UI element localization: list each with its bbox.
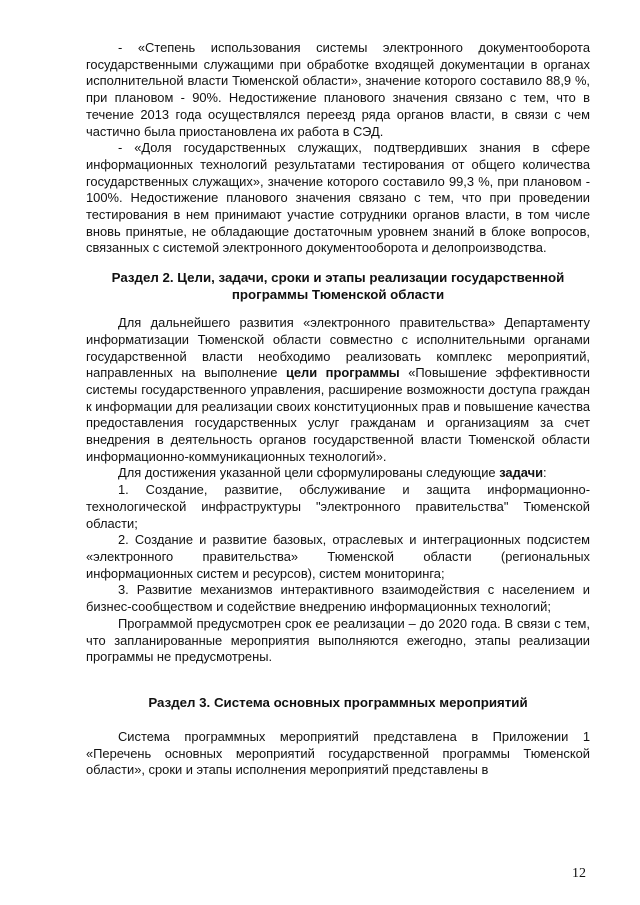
task-3: 3. Развитие механизмов интерактивного взаимодействия с населением и бизнес-сообществом и содействие внедрению информационных технологий; (86, 582, 590, 615)
intro-bullet-1: - «Степень использования системы электронного документооборота государственными служащими при обработке входящей документации в органах исполнительной власти Тюменской области», значение которого составило 88,9 %, при плановом - 90%. Недостижение планового значения связано с тем, что в течение 2013 года осуществлялся переезд ряда органов власти, в связи с чем частично была приостановлена их работа в СЭД. (86, 40, 590, 139)
goal-lead-text: Для дальнейшего развития «электронного правительства» Департаменту информатизации Тюменской области совместно с исполнительными органами государственной власти необходимо реализовать комплекс мероприятий, направленных на выполнение (86, 315, 590, 381)
task-2: 2. Создание и развитие базовых, отраслевых и интеграционных подсистем «электронного правительства» Тюменской области (региональных информационных систем и ресурсов), систем мониторинга; (86, 532, 590, 581)
goal-bold-term: цели программы (285, 365, 400, 381)
section-3-paragraph: Система программных мероприятий представлена в Приложении 1 «Перечень основных мероприятий государственной программы Тюменской области», сроки и этапы исполнения мероприятий представлены в (86, 728, 590, 778)
tasks-lead-paragraph (86, 465, 590, 482)
section-2-heading: Раздел 2. Цели, задачи, сроки и этапы реализации государственной программы Тюменской области (111, 270, 565, 303)
goal-rest-text: «Повышение эффективности системы государственного управления, расширение возможности доступа граждан к информации для реализации своих конституционных прав и повышение качества предоставления государственных услуг гражданам и организациям за счет внедрения в деятельность органов государственной власти Тюменской области информационно-коммуникационных технологий». (86, 365, 590, 464)
tasks-lead-text: Для достижения указанной цели сформулированы следующие (118, 465, 496, 481)
term-paragraph: Программой предусмотрен срок ее реализации – до 2020 года. В связи с тем, что запланированные мероприятия выполняются ежегодно, этапы реализации программы не предусмотрены. (86, 615, 590, 665)
intro-bullet-2: - «Доля государственных служащих, подтвердивших знания в сфере информационных технологий результатами тестирования от общего количества государственных служащих», значение которого составило 99,3 %, при плановом - 100%. Недостижение планового значения связано с тем, что при проведении тестирования в нем принимают участие сотрудники органов власти, в том числе вновь принятые, не обладающие достаточным уровнем знаний в блоке вопросов, связанных с системой электронного документооборота и делопроизводства. (86, 140, 590, 256)
section-3-heading: Раздел 3. Система основных программных мероприятий (148, 694, 528, 710)
document-page (86, 40, 590, 779)
section-2-goal-paragraph (86, 315, 590, 465)
page-number: 12 (572, 866, 586, 881)
tasks-colon: : (543, 465, 547, 481)
task-1: 1. Создание, развитие, обслуживание и защита информационно-технологической инфраструктуры "электронного правительства" Тюменской области; (86, 482, 590, 531)
tasks-bold-term: задачи (499, 465, 544, 481)
